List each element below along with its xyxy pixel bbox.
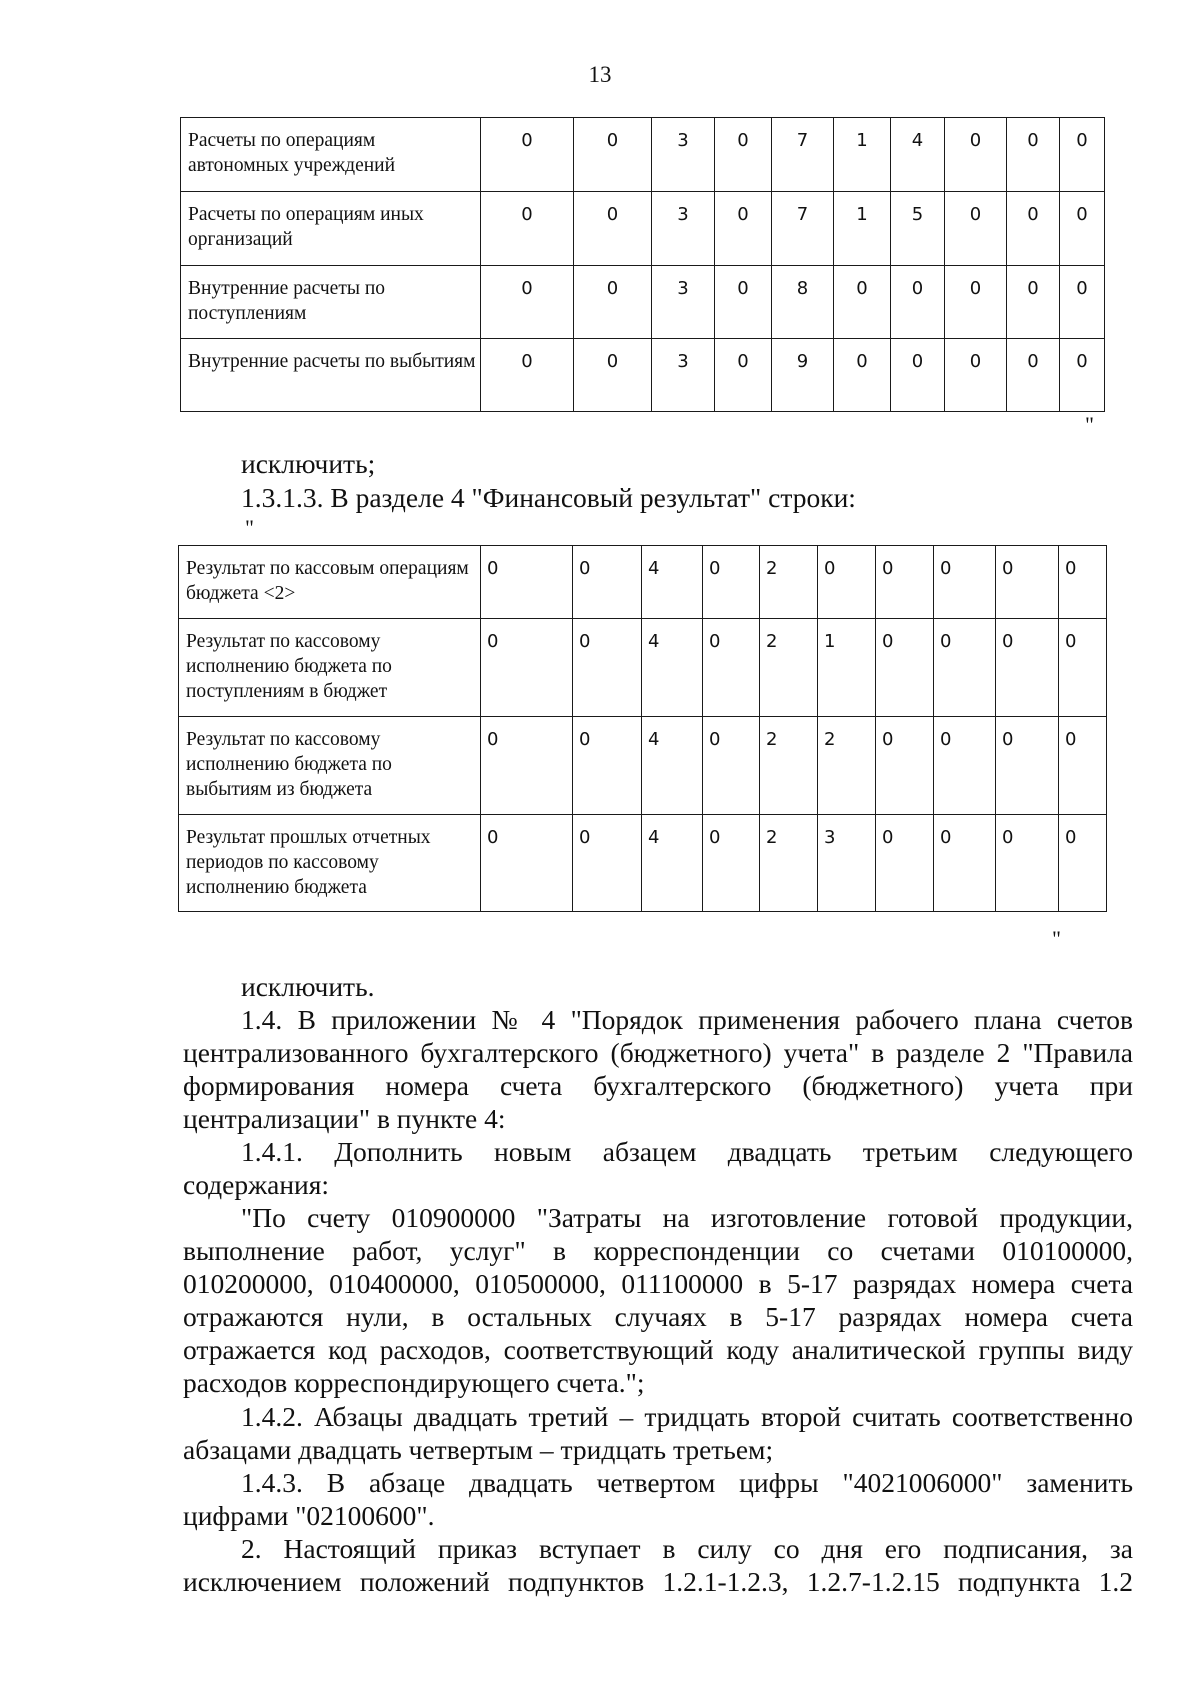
financial-result-table-digit-cell: 0	[996, 815, 1059, 912]
accounts-table-digit-cell: 0	[834, 266, 891, 339]
accounts-table-row	[181, 266, 1105, 339]
accounts-table-row-label: Расчеты по операциям иных организаций	[181, 192, 481, 266]
accounts-table-digit-cell: 0	[834, 339, 891, 412]
financial-result-table-digit-cell: 4	[642, 717, 703, 815]
accounts-table-digit-cell: 0	[481, 266, 574, 339]
page-number: 13	[588, 62, 612, 87]
financial-result-table-row-label: Результат по кассовому исполнению бюджета по поступлениям в бюджет	[179, 619, 481, 717]
financial-result-table-digit-cell: 2	[818, 717, 876, 815]
financial-result-table-digit-cell: 0	[703, 815, 760, 912]
para-2-line-2: исключением положений подпунктов 1.2.1-1.2.3, 1.2.7-1.2.15 подпункта 1.2	[183, 1566, 1133, 1597]
quote-para-line-1: "По счету 010900000 "Затраты на изготовление готовой продукции,	[241, 1202, 1133, 1233]
financial-result-table-digit-cell: 0	[1059, 546, 1107, 619]
financial-result-table-digit-cell: 0	[481, 546, 573, 619]
quote-para-line-3: 010200000, 010400000, 010500000, 011100000 в 5-17 разрядах номера счета	[183, 1268, 1133, 1299]
financial-result-table-digit-cell: 4	[642, 546, 703, 619]
financial-result-table-digit-cell: 0	[876, 619, 934, 717]
exclude-text-2: исключить.	[241, 971, 375, 1002]
financial-result-table-digit-cell: 0	[934, 717, 996, 815]
financial-result-table-digit-cell: 0	[481, 619, 573, 717]
accounts-table-digit-cell: 0	[891, 266, 945, 339]
accounts-table-digit-cell: 0	[574, 266, 652, 339]
financial-result-table-digit-cell: 4	[642, 815, 703, 912]
financial-result-table-row-label: Результат прошлых отчетных периодов по кассовому исполнению бюджета	[179, 815, 481, 912]
quote-para-line-2: выполнение работ, услуг" в корреспонденции со счетами 010100000,	[183, 1235, 1133, 1266]
accounts-table-digit-cell: 0	[1060, 192, 1105, 266]
accounts-table-row-label: Внутренние расчеты по выбытиям	[181, 339, 481, 412]
financial-result-table-digit-cell: 0	[1059, 815, 1107, 912]
accounts-table-digit-cell: 0	[1007, 339, 1060, 412]
accounts-table-digit-cell: 7	[772, 118, 834, 192]
financial-result-table-digit-cell: 0	[934, 619, 996, 717]
financial-result-table-row	[179, 546, 1107, 619]
para-1-4-line-2: централизованного бухгалтерского (бюджетного) учета" в разделе 2 "Правила	[183, 1037, 1133, 1068]
para-1-4-line-4: централизации" в пункте 4:	[183, 1103, 506, 1134]
section-1313-heading: 1.3.1.3. В разделе 4 "Финансовый результат" строки:	[241, 482, 856, 513]
accounts-table-digit-cell: 1	[834, 192, 891, 266]
financial-result-table-digit-cell: 0	[934, 815, 996, 912]
para-1-4-1-line-1: 1.4.1. Дополнить новым абзацем двадцать третьим следующего	[241, 1136, 1133, 1167]
para-1-4-3-line-1: 1.4.3. В абзаце двадцать четвертом цифры "4021006000" заменить	[241, 1467, 1133, 1498]
accounts-table-row-label: Расчеты по операциям автономных учреждений	[181, 118, 481, 192]
para-1-4-1-line-2: содержания:	[183, 1169, 330, 1200]
financial-result-table	[178, 545, 1107, 912]
financial-result-table-digit-cell: 0	[1059, 717, 1107, 815]
financial-result-table-digit-cell: 0	[1059, 619, 1107, 717]
accounts-table-digit-cell: 0	[1060, 339, 1105, 412]
financial-result-table-digit-cell: 1	[818, 619, 876, 717]
accounts-table-digit-cell: 0	[481, 118, 574, 192]
financial-result-table-digit-cell: 0	[996, 619, 1059, 717]
accounts-table-digit-cell: 0	[715, 192, 772, 266]
accounts-table-digit-cell: 3	[652, 118, 715, 192]
para-1-4-line-3: формирования номера счета бухгалтерского (бюджетного) учета при	[183, 1070, 1133, 1101]
financial-result-table-row-label: Результат по кассовым операциям бюджета <2>	[179, 546, 481, 619]
accounts-table-row	[181, 118, 1105, 192]
accounts-table-digit-cell: 9	[772, 339, 834, 412]
closing-quote-1: "	[1085, 412, 1094, 437]
accounts-table-digit-cell: 0	[574, 118, 652, 192]
quote-para-line-5: отражается код расходов, соответствующий коду аналитической группы виду	[183, 1334, 1133, 1365]
financial-result-table-digit-cell: 2	[760, 717, 818, 815]
accounts-table-digit-cell: 0	[1007, 266, 1060, 339]
financial-result-table-digit-cell: 0	[996, 546, 1059, 619]
financial-result-table-digit-cell: 0	[703, 619, 760, 717]
financial-result-table-digit-cell: 0	[876, 546, 934, 619]
closing-quote-2: "	[1052, 926, 1061, 951]
accounts-table-digit-cell: 0	[945, 192, 1007, 266]
accounts-table-digit-cell: 0	[945, 339, 1007, 412]
financial-result-table-row	[179, 717, 1107, 815]
quote-para-line-4: отражаются нули, в остальных случаях в 5-17 разрядах номера счета	[183, 1301, 1133, 1332]
accounts-table-digit-cell: 3	[652, 339, 715, 412]
financial-result-table-row	[179, 815, 1107, 912]
accounts-table-digit-cell: 0	[1007, 118, 1060, 192]
financial-result-table-row-label: Результат по кассовому исполнению бюджета по выбытиям из бюджета	[179, 717, 481, 815]
para-1-4-line-1: 1.4. В приложении № 4 "Порядок применения рабочего плана счетов	[241, 1004, 1133, 1035]
financial-result-table-digit-cell: 0	[934, 546, 996, 619]
accounts-table-digit-cell: 0	[481, 339, 574, 412]
accounts-table-digit-cell: 7	[772, 192, 834, 266]
accounts-table	[180, 117, 1105, 412]
accounts-table-digit-cell: 8	[772, 266, 834, 339]
accounts-table-digit-cell: 3	[652, 266, 715, 339]
accounts-table-row	[181, 192, 1105, 266]
accounts-table-digit-cell: 3	[652, 192, 715, 266]
accounts-table-digit-cell: 0	[945, 266, 1007, 339]
accounts-table-digit-cell: 0	[715, 266, 772, 339]
accounts-table-digit-cell: 4	[891, 118, 945, 192]
accounts-table-digit-cell: 0	[1007, 192, 1060, 266]
financial-result-table-digit-cell: 0	[481, 815, 573, 912]
accounts-table-row	[181, 339, 1105, 412]
financial-result-table-digit-cell: 0	[876, 717, 934, 815]
accounts-table-digit-cell: 0	[1060, 266, 1105, 339]
para-1-4-2-line-2: абзацами двадцать четвертым – тридцать третьем;	[183, 1434, 774, 1465]
accounts-table-digit-cell: 5	[891, 192, 945, 266]
accounts-table-row-label: Внутренние расчеты по поступлениям	[181, 266, 481, 339]
accounts-table-digit-cell: 0	[574, 192, 652, 266]
financial-result-table-digit-cell: 0	[573, 717, 642, 815]
financial-result-table-digit-cell: 2	[760, 546, 818, 619]
accounts-table-digit-cell: 1	[834, 118, 891, 192]
financial-result-table-digit-cell: 0	[573, 546, 642, 619]
accounts-table-digit-cell: 0	[481, 192, 574, 266]
exclude-text-1: исключить;	[241, 448, 376, 479]
financial-result-table-digit-cell: 0	[573, 619, 642, 717]
accounts-table-digit-cell: 0	[715, 118, 772, 192]
financial-result-table-digit-cell: 0	[818, 546, 876, 619]
para-1-4-3-line-2: цифрами "02100600".	[183, 1500, 435, 1531]
accounts-table-digit-cell: 0	[945, 118, 1007, 192]
financial-result-table-digit-cell: 4	[642, 619, 703, 717]
opening-quote-2: "	[245, 515, 254, 540]
para-1-4-2-line-1: 1.4.2. Абзацы двадцать третий – тридцать второй считать соответственно	[241, 1401, 1133, 1432]
financial-result-table-digit-cell: 0	[481, 717, 573, 815]
financial-result-table-digit-cell: 2	[760, 619, 818, 717]
accounts-table-digit-cell: 0	[891, 339, 945, 412]
accounts-table-digit-cell: 0	[715, 339, 772, 412]
financial-result-table-digit-cell: 0	[703, 717, 760, 815]
accounts-table-digit-cell: 0	[1060, 118, 1105, 192]
financial-result-table-row	[179, 619, 1107, 717]
para-2-line-1: 2. Настоящий приказ вступает в силу со дня его подписания, за	[241, 1533, 1133, 1564]
accounts-table-digit-cell: 0	[574, 339, 652, 412]
quote-para-line-6: расходов корреспондирующего счета.";	[183, 1367, 645, 1398]
financial-result-table-digit-cell: 0	[996, 717, 1059, 815]
financial-result-table-digit-cell: 2	[760, 815, 818, 912]
financial-result-table-digit-cell: 0	[573, 815, 642, 912]
financial-result-table-digit-cell: 0	[703, 546, 760, 619]
financial-result-table-digit-cell: 3	[818, 815, 876, 912]
financial-result-table-digit-cell: 0	[876, 815, 934, 912]
